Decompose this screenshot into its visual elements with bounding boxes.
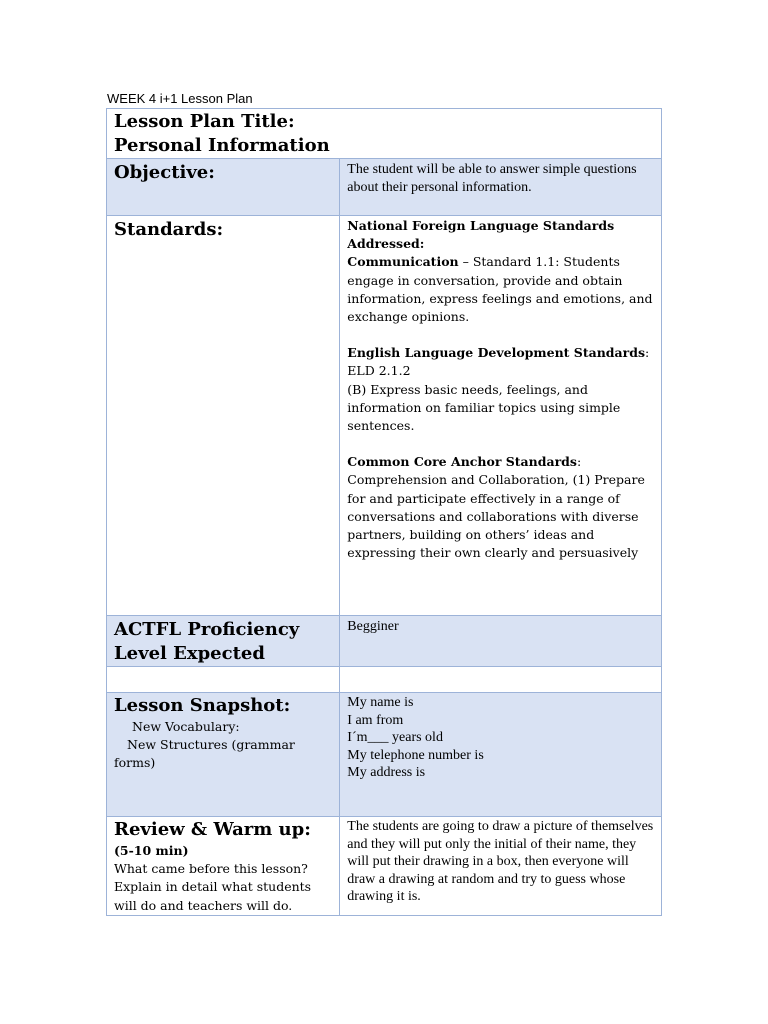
snapshot-phrase: I´m___ years old xyxy=(347,730,443,745)
title-row xyxy=(107,109,662,159)
snapshot-phrase: My name is xyxy=(347,695,414,710)
actfl-value-cell xyxy=(340,616,662,667)
snapshot-phrases-cell xyxy=(340,693,662,817)
review-time: (5-10 min) xyxy=(114,843,189,858)
eld-heading: English Language Development Standards xyxy=(347,345,645,361)
review-text: The students are going to draw a picture of themselves and they will put only the initial of their name, they will put their drawing in a box, then everyone will draw a drawing at random and try to guess whose drawing it is. xyxy=(347,819,654,904)
objective-text-cell xyxy=(340,159,662,216)
new-structures-label: New Structures (grammar forms) xyxy=(114,737,295,771)
snapshot-label: Lesson Snapshot: xyxy=(114,695,291,716)
eld-code: ELD 2.1.2 xyxy=(347,363,411,379)
eld-colon: : xyxy=(645,345,650,361)
review-label: Review & Warm up: xyxy=(114,819,311,840)
empty-cell-right xyxy=(340,667,662,693)
actfl-label-cell xyxy=(107,616,340,667)
empty-cell-left xyxy=(107,667,340,693)
snapshot-label-cell xyxy=(107,693,340,817)
snapshot-phrase: I am from xyxy=(347,712,404,728)
standards-label-cell xyxy=(107,216,340,616)
lesson-title-value: Personal Information xyxy=(114,135,330,156)
communication-label: Communication xyxy=(347,254,459,270)
review-prompt: What came before this lesson? Explain in detail what students will do and teachers will do. xyxy=(114,861,312,913)
standards-label: Standards: xyxy=(114,219,224,240)
objective-label: Objective: xyxy=(114,162,215,183)
national-standards-heading: National Foreign Language Standards Addressed: xyxy=(347,218,615,252)
snapshot-row xyxy=(107,693,662,817)
common-core-text: Comprehension and Collaboration, (1) Prepare for and participate effectively in a range of conversations and collaborations with diverse partners, building on others’ ideas and expressing their own clearly and persuasively xyxy=(347,472,645,561)
common-core-colon: : xyxy=(576,454,582,470)
snapshot-phrase: My address is xyxy=(347,765,426,780)
standards-row xyxy=(107,216,662,616)
snapshot-phrase: My telephone number is xyxy=(347,747,484,763)
common-core-heading: Common Core Anchor Standards xyxy=(347,454,577,470)
objective-text: The student will be able to answer simple questions about their personal information. xyxy=(347,162,637,195)
objective-label-cell xyxy=(107,159,340,216)
lesson-plan-table xyxy=(106,108,662,916)
document-header-note: WEEK 4 i+1 Lesson Plan xyxy=(107,91,253,106)
eld-standards-block xyxy=(347,344,654,435)
objective-row xyxy=(107,159,662,216)
common-core-block xyxy=(347,453,654,562)
actfl-value: Begginer xyxy=(347,619,399,634)
review-row xyxy=(107,817,662,916)
new-vocabulary-label: New Vocabulary: xyxy=(132,719,240,734)
eld-text: (B) Express basic needs, feelings, and information on familiar topics using simple sentences. xyxy=(347,381,621,434)
national-standards-block xyxy=(347,217,654,326)
standards-text-cell xyxy=(340,216,662,616)
lesson-title-label: Lesson Plan Title: xyxy=(114,111,295,132)
communication-text: – Standard 1.1: Students engage in conversation, provide and obtain information, express feelings and emotions, and exchange opinions. xyxy=(347,254,653,325)
title-cell xyxy=(107,109,662,159)
review-label-cell xyxy=(107,817,340,916)
empty-row xyxy=(107,667,662,693)
review-text-cell xyxy=(340,817,662,916)
actfl-label: ACTFL Proficiency Level Expected xyxy=(114,619,300,664)
actfl-row xyxy=(107,616,662,667)
